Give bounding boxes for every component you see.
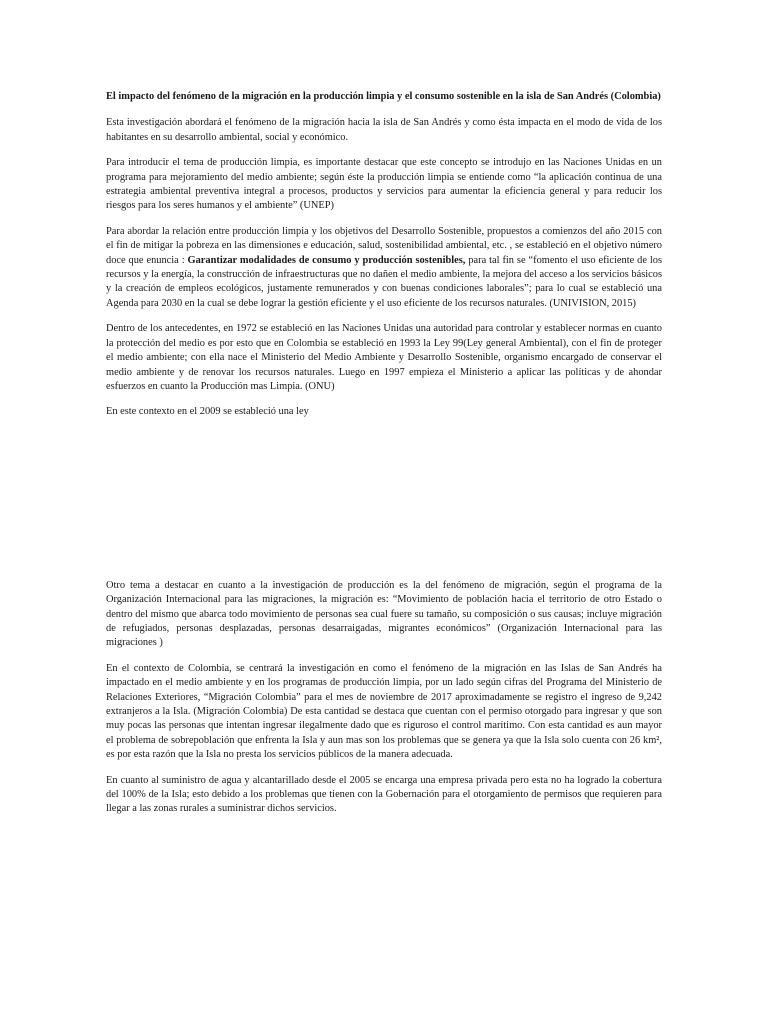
document-page — [106, 90, 662, 828]
paragraph-sustainable-goals-text-end: para tal fin se “fomento el uso eficiente de los recursos y la energía, la construcción de infraestructuras que no dañen el medio ambiente, la mejora del acceso a los servicios básicos y la creación de empleos ecológicos, justamente remunerados y con buenas condiciones laborales”; para lo cual se estableció una Agenda para 2030 en la cual se debe lograr la gestión eficiente y el uso eficiente de los recursos naturales. (UNIVISION, 2015) — [106, 254, 663, 309]
goal-twelve-bold-text: Garantizar modalidades de consumo y producción sostenibles, — [187, 254, 466, 266]
blank-space — [106, 431, 662, 579]
paragraph-background: Dentro de los antecedentes, en 1972 se estableció en las Naciones Unidas una autoridad para controlar y establecer normas en cuanto la protección del medio es por esto que en Colombia se estableció en 1993 la Ley 99(Ley general Ambiental), con el fin de proteger el medio ambiente; con ella nace el Ministerio del Medio Ambiente y Desarrollo Sostenible, organismo encargado de conservar el medio ambiente y de renovar los recursos naturales. Luego en 1997 empieza el Ministerio a aplicar las políticas y de ahondar esfuerzos en cuanto la Producción mas Limpia. (ONU) — [106, 323, 662, 392]
document-title: El impacto del fenómeno de la migración en la producción limpia y el consumo sostenible en la isla de San Andrés (Colombia) — [106, 91, 661, 102]
paragraph-context-2009: En este contexto en el 2009 se estableció una ley — [106, 406, 309, 418]
paragraph-colombia-context: En el contexto de Colombia, se centrará la investigación en como el fenómeno de la migración en las Islas de San Andrés ha impactado en el medio ambiente y en los programas de producción limpia, por un lado según cifras del Programa del Ministerio de Relaciones Exteriores, “Migración Colombia” para el mes de noviembre de 2017 aproximadamente se registro el ingreso de 9,242 extranjeros a la Isla. (Migración Colombia) De esta cantidad se destaca que cuentan con el permiso otorgado para ingresar y que son muy pocas las personas que intentan ingresar ilegalmente dado que es riguroso el control marítimo. Con esta cantidad es aun mayor el problema de sobrepoblación que enfrenta la Isla y aun mas son los problemas que se genera ya que la Isla solo cuenta con 26 km², es por esta razón que la Isla no presta los servicios públicos de la manera adecuada. — [106, 662, 662, 761]
paragraph-clean-production: Para introducir el tema de producción limpia, es importante destacar que este concepto se introdujo en las Naciones Unidas en un programa para mejoramiento del medio ambiente; según éste la producción limpia se entiende como “la aplicación continua de una estrategia ambiental preventiva integral a procesos, productos y servicios para aumentar la eficiencia general y para reducir los riesgos para los seres humanos y el ambiente” (UNEP) — [106, 157, 662, 212]
paragraph-sustainable-goals-text-start: Para abordar la relación entre producción limpia y los objetivos del Desarrollo Sostenible, propuestos a comienzos del año 2015 con el fin de mitigar la pobreza en las dimensiones e educación, salud, sostenibilidad ambiental, etc. , se estableció en el objetivo número doce que enuncia : — [106, 225, 662, 266]
paragraph-sustainable-goals — [106, 225, 662, 311]
paragraph-water-supply: En cuanto al suministro de agua y alcantarillado desde el 2005 se encarga una empresa privada pero esta no ha logrado la cobertura del 100% de la Isla; esto debido a los problemas que tienen con la Gobernación para el otorgamiento de permisos que requieren para llegar a las zonas rurales a suministrar dichos servicios. — [106, 774, 662, 815]
paragraph-intro: Esta investigación abordará el fenómeno de la migración hacia la isla de San Andrés y como ésta impacta en el modo de vida de los habitantes en su desarrollo ambiental, social y económico. — [106, 117, 662, 143]
paragraph-migration-definition: Otro tema a destacar en cuanto a la investigación de producción es la del fenómeno de migración, según el programa de la Organización Internacional para las migraciones, la migración es: “Movimiento de población hacia el territorio de otro Estado o dentro del mismo que abarca todo movimiento de personas sea cual fuere su tamaño, su composición o sus causas; incluye migración de refugiados, personas desplazadas, personas desarraigadas, migrantes económicos” (Organización Internacional para las migraciones ) — [106, 579, 662, 649]
